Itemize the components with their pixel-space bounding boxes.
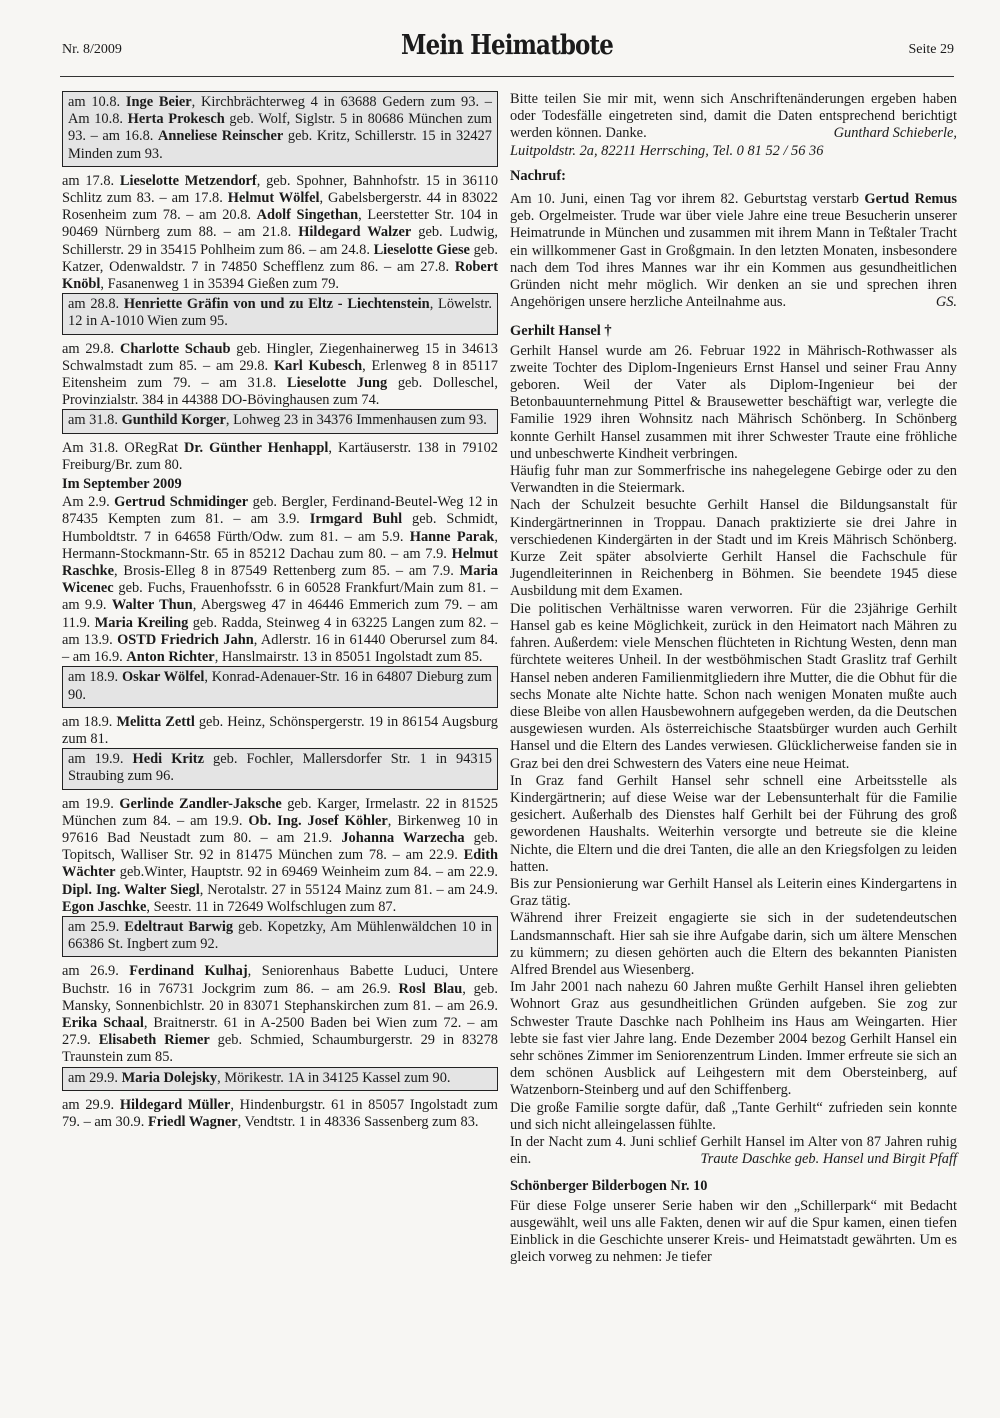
obituary-paragraph: Im Jahr 2001 nach nahezu 60 Jahren mußte Gerhilt Hansel ihren geliebten Wohnort Graz aus gesundheitlichen Gründen aufgeben. Sie zog zur Schwester Traute Daschke nach Pohlheim ins Haus am Weingarten. Hier lebte sie fast vier Jahre lang. Ende Dezember 2004 bezog Gerhilt Hansel ein sehr schönes Zimmer im Seniorenzentrum Linden. Immer erfreute sie sich an dem schönen Ausblick auf Leihgestern mit dem Obersteinberg, auf Watzenborn-Steinberg und auf den Schiffenberg. [510,979,957,1099]
intro-signature: Gunthard Schieberle, [833,125,957,142]
left-column [62,91,498,1131]
birthday-entry: am 29.8. Charlotte Schaub geb. Hingler, Ziegenhainerweg 15 in 34613 Schwalmstadt zum 85. – am 29.8. Karl Kubesch, Erlenweg 8 in 85117 Eitensheim zum 79. – am 31.8. Lieselotte Jung geb. Dolleschel, Provinzialstr. 384 in 44388 DO-Bövinghausen zum 74. [62,340,498,409]
obituary-paragraph: Während ihrer Freizeit engagierte sie sich in der sudetendeutschen Landsmannschaft. Hier sah sie ihre Aufgabe darin, sich um ältere Menschen zu kümmern; zu diesen gehörten auch die Eltern des bekannten Pianisten Alfred Brendel aus Wiesenberg. [510,910,957,978]
person-name: Anneliese Reinscher [157,128,284,145]
page-header [60,30,954,78]
obituary-heading: Gerhilt Hansel † [510,323,612,340]
birthday-entry: am 17.8. Lieselotte Metzendorf, geb. Spohner, Bahnhofstr. 15 in 36110 Schlitz zum 83. – am 17.8. Helmut Wölfel, Gabelsbergerstr. 44 in 83022 Rosenheim zum 78. – am 20.8. Adolf Singethan, Leerstetter Str. 104 in 90469 Nürnberg zum 88. – am 21.8. Hildegard Walzer geb. Ludwig, Schillerstr. 29 in 35415 Pohlheim zum 86. – am 24.8. Lieselotte Giese geb. Katzer, Odenwaldstr. 7 in 74850 Schefflenz zum 86. – am 27.8. Robert Knöbl, Fasanenweg 1 in 35394 Gießen zum 79. [62,172,499,293]
bilderbogen-paragraph: Für diese Folge unserer Serie haben wir den „Schillerpark“ mit Bedacht ausgewählt, weil uns alle Fakten, denen wir auf die Spur kamen, einen tiefen Einblick in die Geschichte unserer Kreis- und Heimatstadt gewährten. Um es gleich vorweg zu nehmen: Je tiefer [510,1197,957,1266]
obituary-signature: Traute Daschke geb. Hansel und Birgit Pfaff [700,1151,957,1168]
birthday-entry: am 18.9. Melitta Zettl geb. Heinz, Schönspergerstr. 19 in 86154 Augsburg zum 81. [62,713,498,747]
obituary-paragraph: In der Nacht zum 4. Juni schlief Gerhilt Hansel im Alter von 87 Jahren ruhig ein. Traute Daschke geb. Hansel und Birgit Pfaff [510,1133,957,1168]
birthday-entry: Am 2.9. Gertrud Schmidinger geb. Bergler, Ferdinand-Beutel-Weg 12 in 87435 Kempten zum 81. – am 3.9. Irmgard Buhl geb. Schmidt, Humboldtstr. 7 in 64658 Fürth/Odw. zum 81. – am 5.9. Hanne Parak, Hermann-Stockmann-Str. 65 in 85212 Dachau zum 80. – am 7.9. Helmut Raschke, Brosis-Elleg 8 in 87549 Rettenberg zum 85. – am 7.9. Maria Wicenec geb. Fuchs, Frauenhofsstr. 6 in 60528 Frankfurt/Main zum 81. – am 9.9. Walter Thun, Abergsweg 47 in 46446 Emmerich zum 79. – am 11.9. Maria Kreiling geb. Radda, Steinweg 4 in 63225 Langen zum 82. – am 13.9. OSTD Friedrich Jahn, Adlerstr. 16 in 61440 Oberursel zum 84. – am 16.9. Anton Richter, Hanslmairstr. 13 in 85051 Ingolstadt zum 85. [62,494,499,666]
nachruf-signature: GS. [935,294,957,311]
person-name: Herta Prokesch [127,111,225,128]
masthead-logo: Mein Heimatbote [401,30,613,61]
intro-paragraph: Bitte teilen Sie mir mit, wenn sich Anschriftenänderungen ergeben haben oder Todesfälle eingetreten sind, damit die Daten entsprechend berichtigt werden können. Danke. Gunthard Schieberle, [510,91,957,142]
obituary-paragraph: Gerhilt Hansel wurde am 26. Februar 1922 in Mährisch-Rothwasser als zweite Tochter des Diplom-Ingenieurs Ernst Hansel und seiner Frau Anny geboren. Weil der Vater als Diplom-Ingenieur bei der Betonbauunternehmung Pittel & Brausewetter beschäftigt war, verlegte die Familie 1929 ihren Wohnsitz nach Mährisch Schönberg. In Schönberg konnte Gerhilt Hansel zusammen mit ihrer Schwester Traute eine fröhliche und unbeschwerte Kindheit verbringen. [510,342,957,462]
nachruf-paragraph: Am 10. Juni, einen Tag vor ihrem 82. Geburtstag verstarb Gertud Remus geb. Orgelmeister. Trude war über viele Jahre eine treue Besucherin unserer Heimatrunde in München und zusammen mit ihrem Mann in Teßtaler Tracht ein willkommener Gast in Großgmain. In den letzten Monaten, insbesondere nach dem Tod ihres Mannes war ihr ein Kommen aus gesundheitlichen Gründen nicht mehr möglich. Wir denken an sie und sprechen ihren Angehörigen unsere herzliche Anteilnahme aus. GS. [510,191,957,311]
obituary-paragraph: Die politischen Verhältnisse waren verworren. Für die 23jährige Gerhilt Hansel gab es keine Möglichkeit, zurück in den Heimatort nach Mähren zu fahren. Außerdem: viele Menschen flüchteten in Richtung Westen, denn man fürchtete weiteres Unheil. In der westböhmischen Stadt Graslitz traf Gerhilt Hansel neben anderen Familienmitgliedern ihre Mutter, die die Obhut für die sechs Monate alte Nichte hatte. Schon nach wenigen Monaten mußte auch diese Bleibe von allen Hausbewohnern aufgegeben werden, da die Deutschen ausgewiesen wurden. Als österreichische Staatsbürger wurden auch Gerhilt Hansel und die Eltern des Landes verwiesen. Glücklicherweise fanden sie in Graz bei den drei Schwestern des Vaters eine neue Heimat. [510,600,957,772]
page-number: Seite 29 [908,42,954,57]
issue-number: Nr. 8/2009 [62,42,122,57]
obituary-paragraph: Häufig fuhr man zur Sommerfrische ins nahegelegene Gebirge oder zu den Verwandten in die Steiermark. [510,463,957,497]
highlight-box: am 18.9. Oskar Wölfel, Konrad-Adenauer-Str. 16 in 64807 Dieburg zum 90. [62,666,498,707]
birthday-entry: am 19.9. Gerlinde Zandler-Jaksche geb. Karger, Irmelastr. 22 in 81525 München zum 84. – am 19.9. Ob. Ing. Josef Köhler, Birkenweg 10 in 97616 Bad Neustadt zum 80. – am 21.9. Johanna Warzecha geb. Topitsch, Walliser Str. 92 in 81475 München zum 78. – am 22.9. Edith Wächter geb.Winter, Hauptstr. 92 in 69469 Weinheim zum 84. – am 22.9. Dipl. Ing. Walter Siegl, Nerotalstr. 27 in 55124 Mainz zum 81. – am 24.9. Egon Jaschke, Seestr. 11 in 72649 Wolfschlugen zum 87. [62,795,498,915]
obituary-paragraph: Nach der Schulzeit besuchte Gerhilt Hansel die Bildungsanstalt für Kindergärtnerinnen in Troppau. Danach praktizierte sie drei Jahre in verschiedenen Kindergärten in der Stadt und im Kreis Mährisch Schönberg. Kurze Zeit später absolvierte Gerhilt Hansel die Fachschule für Jugendleiterinnen in Reichenberg in Böhmen. Sie beendete 1945 diese Ausbildung mit dem Examen. [510,497,957,600]
birthday-entry: am 29.9. Hildegard Müller, Hindenburgstr. 61 in 85057 Ingolstadt zum 79. – am 30.9. Friedl Wagner, Vendtstr. 1 in 48336 Sassenberg zum 83. [62,1096,498,1130]
highlight-box: am 29.9. Maria Dolejsky, Mörikestr. 1A in 34125 Kassel zum 90. [62,1067,498,1091]
right-column [510,91,957,1266]
highlight-box: am 25.9. Edeltraut Barwig geb. Kopetzky, Am Mühlenwäldchen 10 in 66386 St. Ingbert zum 92. [62,916,498,957]
highlight-box: am 19.9. Hedi Kritz geb. Fochler, Mallersdorfer Str. 1 in 94315 Straubing zum 96. [62,748,498,789]
obituary-body [510,343,957,1169]
header-rule [60,76,954,77]
obituary-paragraph: In Graz fand Gerhilt Hansel sehr schnell eine Arbeitsstelle als Kindergärtnerin; auf diese Weise war der Lebensunterhalt für die Familie gesichert. Außerhalb des Dienstes half Gerhilt bei der Führung des groß gewordenen Haushalts. Weiterhin versorgte und betreute sie die kleine Nichte, die Eltern und die drei Tanten, die alle an den Kriegsfolgen zu leiden hatten. [510,772,957,875]
person-name: Inge Beier [125,94,192,110]
bilderbogen-heading: Schönberger Bilderbogen Nr. 10 [510,1178,708,1195]
obituary-paragraph: Die große Familie sorgte dafür, daß „Tante Gerhilt“ zufrieden sein konnte und sich nicht alleingelassen fühlte. [510,1099,957,1133]
section-heading: Im September 2009 [62,476,182,493]
nachruf-heading: Nachruf: [510,167,566,184]
obituary-paragraph: Bis zur Pensionierung war Gerhilt Hansel als Leiterin eines Kindergartens in Graz tätig. [510,875,957,910]
birthday-entry: Am 31.8. ORegRat Dr. Günther Henhappl, Kartäuserstr. 138 in 79102 Freiburg/Br. zum 80. [62,439,498,473]
highlight-box: am 31.8. Gunthild Korger, Lohweg 23 in 34376 Immenhausen zum 93. [62,409,498,433]
highlight-box: am 10.8. Inge Beier, Kirchbrächterweg 4 in 63688 Gedern zum 93. – Am 10.8. Herta Prokesch geb. Wolf, Siglstr. 5 in 80686 München zum 93. – am 16.8. Anneliese Reinscher geb. Kritz, Schillerstr. 15 in 32427 Minden zum 93. [62,91,498,167]
birthday-entry: am 26.9. Ferdinand Kulhaj, Seniorenhaus Babette Luduci, Untere Buchstr. 16 in 76731 Jockgrim zum 86. – am 26.9. Rosl Blau, geb. Mansky, Sonnenbichlstr. 20 in 83071 Stephanskirchen zum 81. – am 26.9. Erika Schaal, Braitnerstr. 61 in A-2500 Baden bei Wien zum 72. – am 27.9. Elisabeth Riemer geb. Schmied, Schaumburgerstr. 29 in 83278 Traunstein zum 85. [62,963,498,1066]
highlight-box: am 28.8. Henriette Gräfin von und zu Eltz - Liechtenstein, Löwelstr. 12 in A-1010 Wien zum 95. [62,293,498,334]
intro-address: Luitpoldstr. 2a, 82211 Herrsching, Tel. 0 81 52 / 56 36 [510,142,824,159]
